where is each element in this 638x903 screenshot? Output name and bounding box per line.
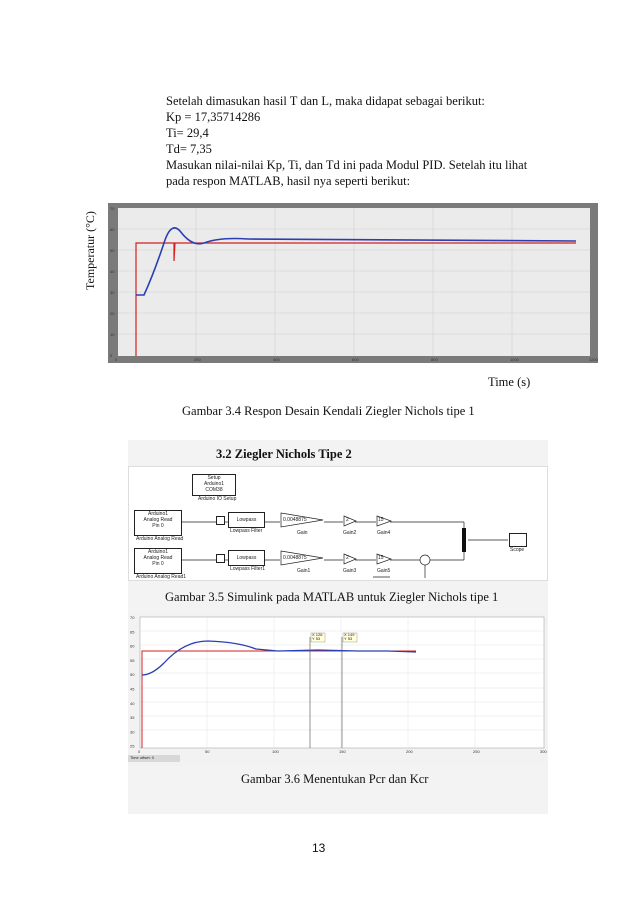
cursor-2-readout: X 149 Y 53	[344, 632, 355, 641]
figure34-ytick: 30	[110, 290, 115, 295]
analog-read-block-1[interactable]: Arduino1 Analog Read Pin 0	[134, 510, 182, 536]
analog-read-label-1: Arduino Analog Read	[136, 536, 184, 542]
gain2-label: Gain2	[343, 530, 357, 536]
figure34-ylabel: Temperatur (°C)	[83, 211, 97, 290]
gain4-value: 15	[378, 517, 384, 523]
status-bar: Time offset: 0	[130, 755, 155, 760]
figure36-xtick: 300	[540, 749, 547, 754]
lowpass-label-2: Lowpass Filter1	[230, 566, 266, 572]
simulink-wires	[128, 466, 548, 581]
figure35-caption: Gambar 3.5 Simulink pada MATLAB untuk Ziegler Nichols tipe 1	[165, 590, 499, 604]
paragraph-line-5: Masukan nilai-nilai Kp, Ti, dan Td ini pada Modul PID. Setelah itu lihat	[166, 158, 528, 172]
figure36-ytick: 25	[130, 743, 135, 749]
figure34-caption: Gambar 3.4 Respon Desain Kendali Ziegler Nichols tipe 1	[182, 404, 475, 418]
figure34-ytick: 60	[110, 227, 115, 232]
paragraph-line-6: pada respon MATLAB, hasil nya seperti berikut:	[166, 174, 411, 188]
scope-label: Scope	[510, 547, 525, 553]
gain-label: Gain	[297, 530, 308, 536]
gain5-value: 15	[378, 555, 384, 561]
td-value: Td= 7,35	[166, 142, 212, 156]
figure34-plot	[108, 203, 598, 363]
figure36-ytick: 40	[130, 700, 135, 706]
figure36-ytick: 30	[130, 729, 135, 735]
figure36-ytick: 70	[130, 615, 135, 620]
figure36-xtick: 150	[339, 749, 346, 754]
figure34-xtick: 1000	[510, 357, 519, 362]
lowpass-label-1: Lowpass Filter	[230, 528, 263, 534]
arduino-setup-block[interactable]: Setup Arduino1 COM38	[192, 474, 236, 496]
lowpass-block-1[interactable]: Lowpass	[228, 512, 265, 528]
figure36-ytick: 35	[130, 715, 135, 721]
analog-read-block-2[interactable]: Arduino1 Analog Read Pin 0	[134, 548, 182, 574]
cursor-1-readout: X 126 Y 53	[312, 632, 323, 641]
gain1-label: Gain1	[297, 568, 311, 574]
gain1-value: 0.0048875	[283, 555, 307, 561]
figure36-ytick: 60	[130, 643, 135, 649]
figure34-ytick: 20	[110, 311, 115, 316]
figure34-xtick: 1200	[589, 357, 598, 362]
figure34-ytick: 10	[110, 332, 115, 337]
figure36-ytick: 65	[130, 629, 135, 635]
gain3-value: 2	[346, 555, 349, 561]
figure36-xtick: 100	[272, 749, 279, 754]
figure36-xtick: 0	[138, 749, 141, 754]
figure36-xtick: 50	[205, 749, 210, 754]
figure36-ytick: 45	[130, 686, 135, 692]
figure34-ytick: 0	[110, 353, 113, 358]
gain-value: 0.0048875	[283, 517, 307, 523]
ti-value: Ti= 29,4	[166, 126, 209, 140]
page-number: 13	[312, 841, 326, 855]
figure34-xtick: 0	[115, 357, 118, 362]
convert-block-2[interactable]	[216, 554, 225, 563]
figure34-xtick: 800	[431, 357, 438, 362]
kp-value: Kp = 17,35714286	[166, 110, 261, 124]
arduino-setup-label: Arduino IO Setup	[198, 496, 237, 502]
figure34-xtick: 400	[273, 357, 280, 362]
figure36-ytick: 55	[130, 657, 135, 663]
figure36-xtick: 200	[406, 749, 413, 754]
gain3-label: Gain3	[343, 568, 357, 574]
paragraph-line-1: Setelah dimasukan hasil T dan L, maka didapat sebagai berikut:	[166, 94, 485, 108]
figure36-ytick: 50	[130, 672, 135, 678]
lowpass-block-2[interactable]: Lowpass	[228, 550, 265, 566]
gain2-value: 2	[346, 517, 349, 523]
figure34-xtick: 200	[194, 357, 201, 362]
figure34-ytick: 40	[110, 269, 115, 274]
figure34-ytick: 50	[110, 248, 115, 253]
figure36-caption: Gambar 3.6 Menentukan Pcr dan Kcr	[241, 772, 429, 786]
figure34-ytick: 70	[110, 206, 115, 211]
section-heading: 3.2 Ziegler Nichols Tipe 2	[216, 447, 352, 461]
figure36-plot	[128, 611, 548, 766]
figure36-xtick: 250	[473, 749, 480, 754]
figure34-xtick: 600	[352, 357, 359, 362]
gain4-label: Gain4	[377, 530, 391, 536]
gain5-label: Gain5	[377, 568, 391, 574]
convert-block-1[interactable]	[216, 516, 225, 525]
figure34-xlabel: Time (s)	[488, 375, 531, 389]
analog-read-label-2: Arduino Analog Read1	[136, 574, 187, 580]
scope-block[interactable]	[509, 533, 527, 547]
